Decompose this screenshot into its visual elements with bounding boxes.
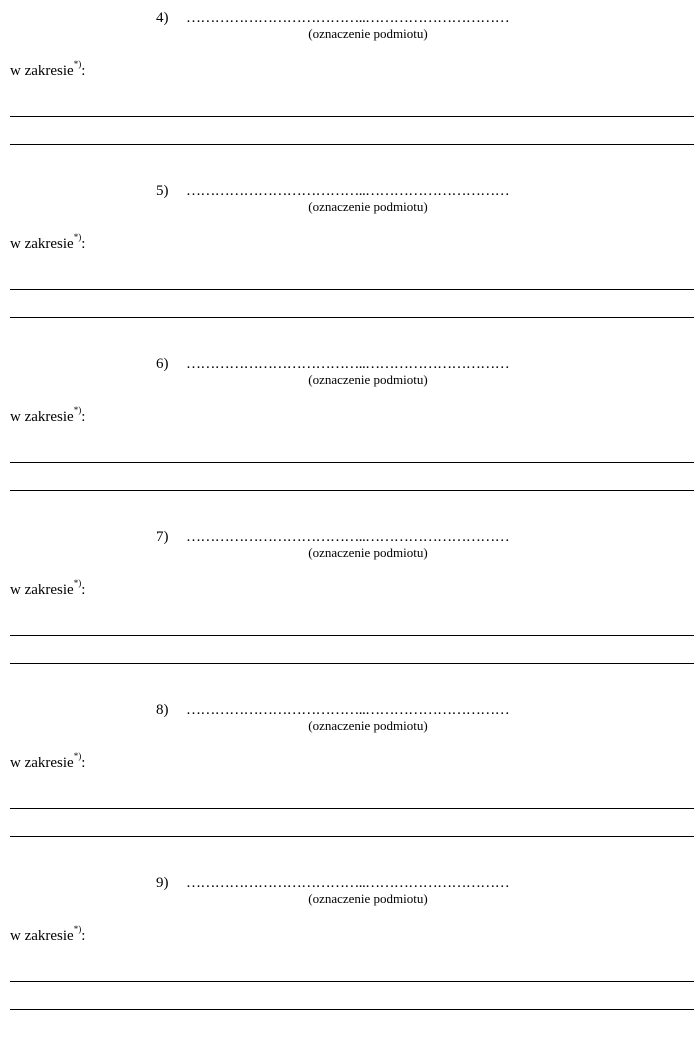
scope-label [10, 580, 85, 600]
scope-label-colon: : [81, 63, 86, 79]
scope-answer-line-2[interactable] [10, 836, 694, 837]
scope-label-text: w zakresie [10, 755, 74, 771]
scope-answer-line-1[interactable] [10, 289, 694, 290]
entry-section-6 [0, 346, 700, 519]
scope-label-colon: : [81, 755, 86, 771]
entry-heading [0, 8, 700, 28]
entry-heading [0, 700, 700, 720]
scope-answer-line-1[interactable] [10, 116, 694, 117]
entry-number: 6) [156, 356, 169, 372]
entity-designation-caption: (oznaczenie podmiotu) [308, 891, 428, 906]
scope-answer-line-1[interactable] [10, 635, 694, 636]
scope-label-text: w zakresie [10, 236, 74, 252]
scope-answer-line-2[interactable] [10, 1009, 694, 1010]
footnote-marker: *) [73, 405, 82, 415]
scope-label [10, 234, 85, 254]
scope-answer-line-2[interactable] [10, 490, 694, 491]
scope-answer-line-2[interactable] [10, 144, 694, 145]
scope-label-text: w zakresie [10, 582, 74, 598]
entry-number: 5) [156, 183, 169, 199]
footnote-marker: *) [73, 232, 82, 242]
entity-name-field[interactable]: ………………………………..………………………… [186, 10, 510, 26]
entry-section-8 [0, 692, 700, 865]
scope-label [10, 61, 85, 81]
scope-label-colon: : [81, 582, 86, 598]
scope-answer-line-2[interactable] [10, 663, 694, 664]
entity-name-field[interactable]: ………………………………..………………………… [186, 529, 510, 545]
entry-number: 7) [156, 529, 169, 545]
scope-answer-line-1[interactable] [10, 981, 694, 982]
entry-section-9 [0, 865, 700, 1038]
scope-answer-line-2[interactable] [10, 317, 694, 318]
entity-name-field[interactable]: ………………………………..………………………… [186, 356, 510, 372]
entity-designation-caption: (oznaczenie podmiotu) [308, 718, 428, 733]
scope-label-colon: : [81, 236, 86, 252]
entity-name-field[interactable]: ………………………………..………………………… [186, 875, 510, 891]
entry-section-5 [0, 173, 700, 346]
entity-designation-caption: (oznaczenie podmiotu) [308, 372, 428, 387]
entry-section-7 [0, 519, 700, 692]
footnote-marker: *) [73, 924, 82, 934]
entity-name-field[interactable]: ………………………………..………………………… [186, 183, 510, 199]
footnote-marker: *) [73, 578, 82, 588]
scope-answer-line-1[interactable] [10, 462, 694, 463]
entry-section-4 [0, 0, 700, 173]
entity-name-field[interactable]: ………………………………..………………………… [186, 702, 510, 718]
scope-answer-line-1[interactable] [10, 808, 694, 809]
scope-label-colon: : [81, 409, 86, 425]
scope-label [10, 407, 85, 427]
scope-label [10, 753, 85, 773]
entity-designation-caption: (oznaczenie podmiotu) [308, 26, 428, 41]
entry-heading [0, 873, 700, 893]
entry-number: 4) [156, 10, 169, 26]
footnote-marker: *) [73, 751, 82, 761]
scope-label-text: w zakresie [10, 928, 74, 944]
scope-label-text: w zakresie [10, 409, 74, 425]
scope-label-colon: : [81, 928, 86, 944]
footnote-marker: *) [73, 59, 82, 69]
entity-designation-caption: (oznaczenie podmiotu) [308, 199, 428, 214]
entity-designation-caption: (oznaczenie podmiotu) [308, 545, 428, 560]
entry-number: 8) [156, 702, 169, 718]
entry-heading [0, 354, 700, 374]
scope-label [10, 926, 85, 946]
entry-heading [0, 181, 700, 201]
entry-number: 9) [156, 875, 169, 891]
entry-heading [0, 527, 700, 547]
scope-label-text: w zakresie [10, 63, 74, 79]
